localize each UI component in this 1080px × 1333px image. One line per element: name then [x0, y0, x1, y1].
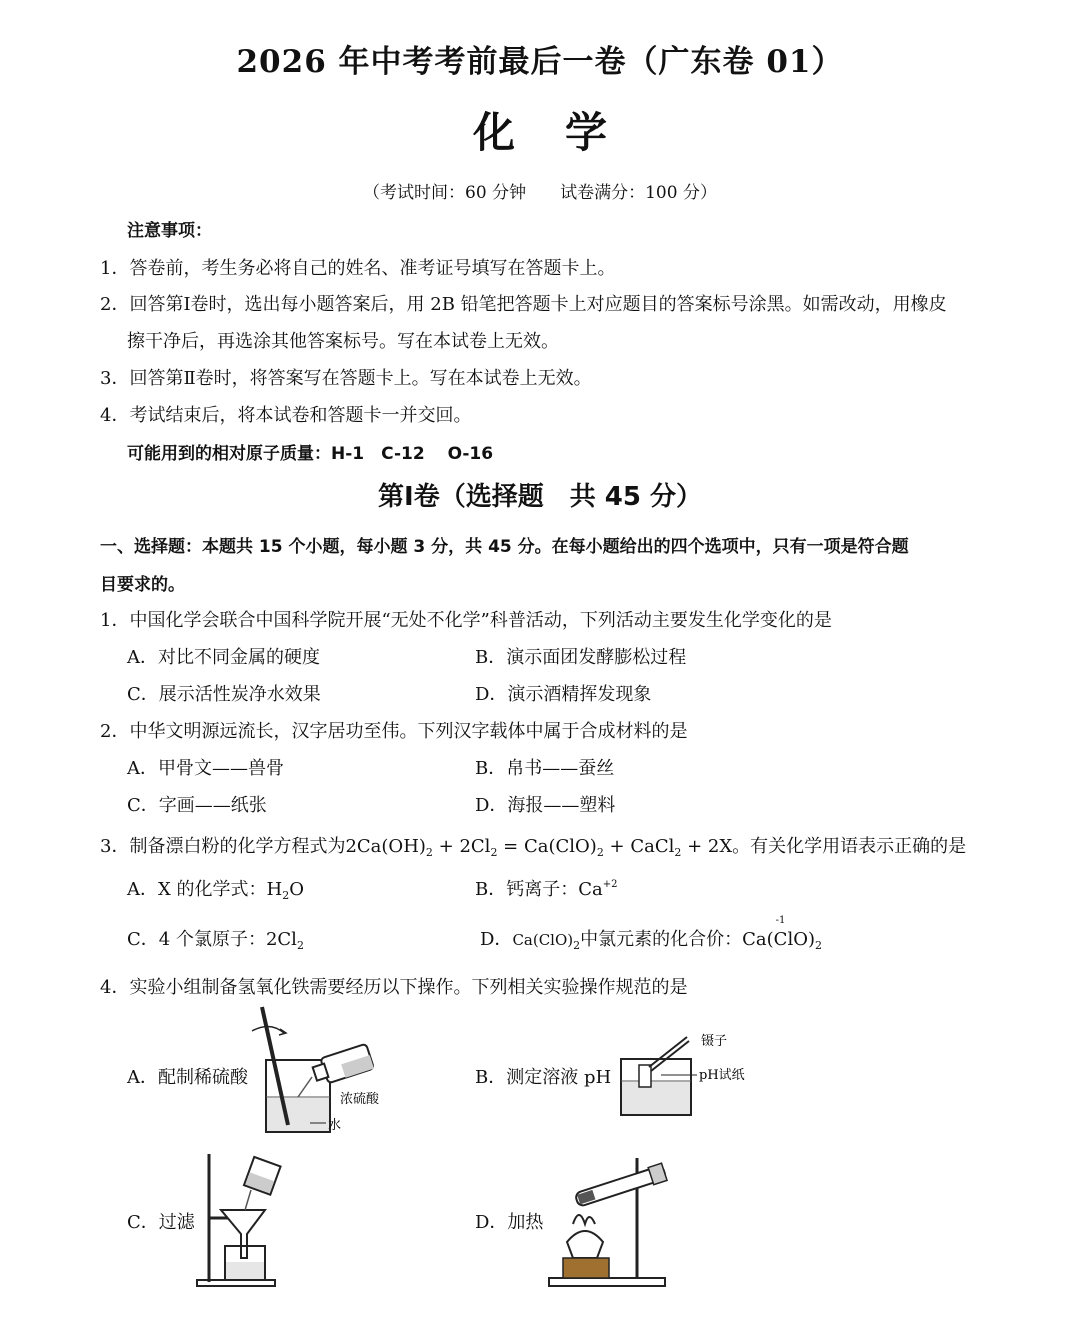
- label-ph-paper: pH试纸: [699, 1068, 745, 1083]
- q3-stem-prefix: 3．制备漂白粉的化学方程式为: [100, 836, 346, 857]
- q1-option-b: B．演示面团发酵膨松过程: [475, 647, 687, 668]
- q3-option-d: [480, 915, 822, 952]
- figure-filtration: [195, 1150, 305, 1290]
- label-tweezers: 镊子: [701, 1034, 728, 1049]
- q3-option-d-label: 中氯元素的化合价：: [580, 929, 743, 950]
- q4-stem: 4．实验小组制备氢氧化铁需要经历以下操作。下列相关实验操作规范的是: [100, 977, 688, 998]
- notice-item-2: 2．回答第Ⅰ卷时，选出每小题答案后，用 2B 铅笔把答题卡上对应题目的答案标号涂黑。如需改动，用橡皮: [100, 294, 947, 315]
- notice-heading: 注意事项：: [127, 221, 212, 241]
- q1-option-c: C．展示活性炭净水效果: [127, 684, 321, 705]
- q2-option-d: D．海报——塑料: [475, 795, 616, 816]
- q3-option-c-formula: $2Cl_2$: [265, 929, 304, 952]
- section-instruction-1: 一、选择题：本题共 15 个小题，每小题 3 分，共 45 分。在每小题给出的四个选项中，只有一项是符合题: [100, 537, 909, 557]
- q4-option-c: C．过滤: [127, 1212, 195, 1233]
- subject-title: 化学: [472, 108, 657, 157]
- label-conc-acid: 浓硫酸: [340, 1092, 380, 1107]
- q4-option-d: D．加热: [475, 1212, 544, 1233]
- q3-option-a: [127, 875, 304, 902]
- score-info: 试卷满分：100 分）: [560, 183, 717, 203]
- q1-option-a: A．对比不同金属的硬度: [127, 647, 320, 668]
- time-info: （考试时间：60 分钟: [363, 183, 527, 203]
- q3-option-a-label: A．X 的化学式：: [127, 879, 267, 900]
- exam-info: [0, 178, 1080, 203]
- section-instruction-2: 目要求的。: [100, 575, 185, 595]
- q2-stem: 2．中华文明源远流长，汉字居功至伟。下列汉字载体中属于合成材料的是: [100, 721, 688, 742]
- q2-option-c: C．字画——纸张: [127, 795, 267, 816]
- q3-option-b-label: B．钙离子：: [475, 879, 579, 900]
- q3-stem: [100, 832, 966, 859]
- q1-stem: 1．中国化学会联合中国科学院开展“无处不化学”科普活动，下列活动主要发生化学变化的是: [100, 610, 832, 631]
- figure-ph-test: [615, 1025, 765, 1120]
- q3-option-c-label: C．4 个氯原子：: [127, 929, 266, 950]
- atomic-mass: 可能用到的相对原子质量：H-1 C-12 O-16: [127, 444, 494, 464]
- q3-option-c: [127, 925, 304, 952]
- q3-option-d-compound: $Ca(ClO)_2$: [512, 931, 581, 952]
- q3-option-a-formula: $H_2O$: [266, 879, 305, 902]
- figure-heating: [545, 1150, 675, 1290]
- notice-item-1: 1．答卷前，考生务必将自己的姓名、准考证号填写在答题卡上。: [100, 258, 616, 279]
- q2-option-b: B．帛书——蚕丝: [475, 758, 615, 779]
- label-water: 水: [328, 1118, 342, 1133]
- q3-option-d-prefix: D．: [480, 929, 513, 950]
- q1-option-d: D．演示酒精挥发现象: [475, 684, 652, 705]
- q4-option-b: B．测定溶液 pH: [475, 1067, 612, 1088]
- q4-option-a: A．配制稀硫酸: [127, 1067, 248, 1088]
- q3-valence: -1: [775, 915, 786, 926]
- figure-dilute-acid: [250, 1005, 400, 1140]
- notice-item-3: 3．回答第Ⅱ卷时，将答案写在答题卡上。写在本试卷上无效。: [100, 368, 592, 389]
- q3-option-d-formula: Ca(C -1 $lO)_2$: [742, 915, 822, 952]
- q2-option-a: A．甲骨文——兽骨: [127, 758, 284, 779]
- q3-equation: $2Ca(OH)_2 + 2Cl_2 = Ca(ClO)_2$ + CaCl$_2$ + 2X: [345, 836, 733, 859]
- section-title: 第Ⅰ卷（选择题 共 45 分）: [378, 482, 702, 512]
- notice-item-2-cont: 擦干净后，再选涂其他答案标号。写在本试卷上无效。: [127, 331, 559, 352]
- q3-option-b-formula: $Ca^{+2}$: [578, 879, 618, 900]
- q3-stem-suffix: 。有关化学用语表示正确的是: [732, 836, 967, 857]
- exam-title: 2026 年中考考前最后一卷（广东卷 01）: [236, 44, 844, 80]
- q3-option-b: [475, 875, 618, 901]
- notice-item-4: 4．考试结束后，将本试卷和答题卡一并交回。: [100, 405, 472, 426]
